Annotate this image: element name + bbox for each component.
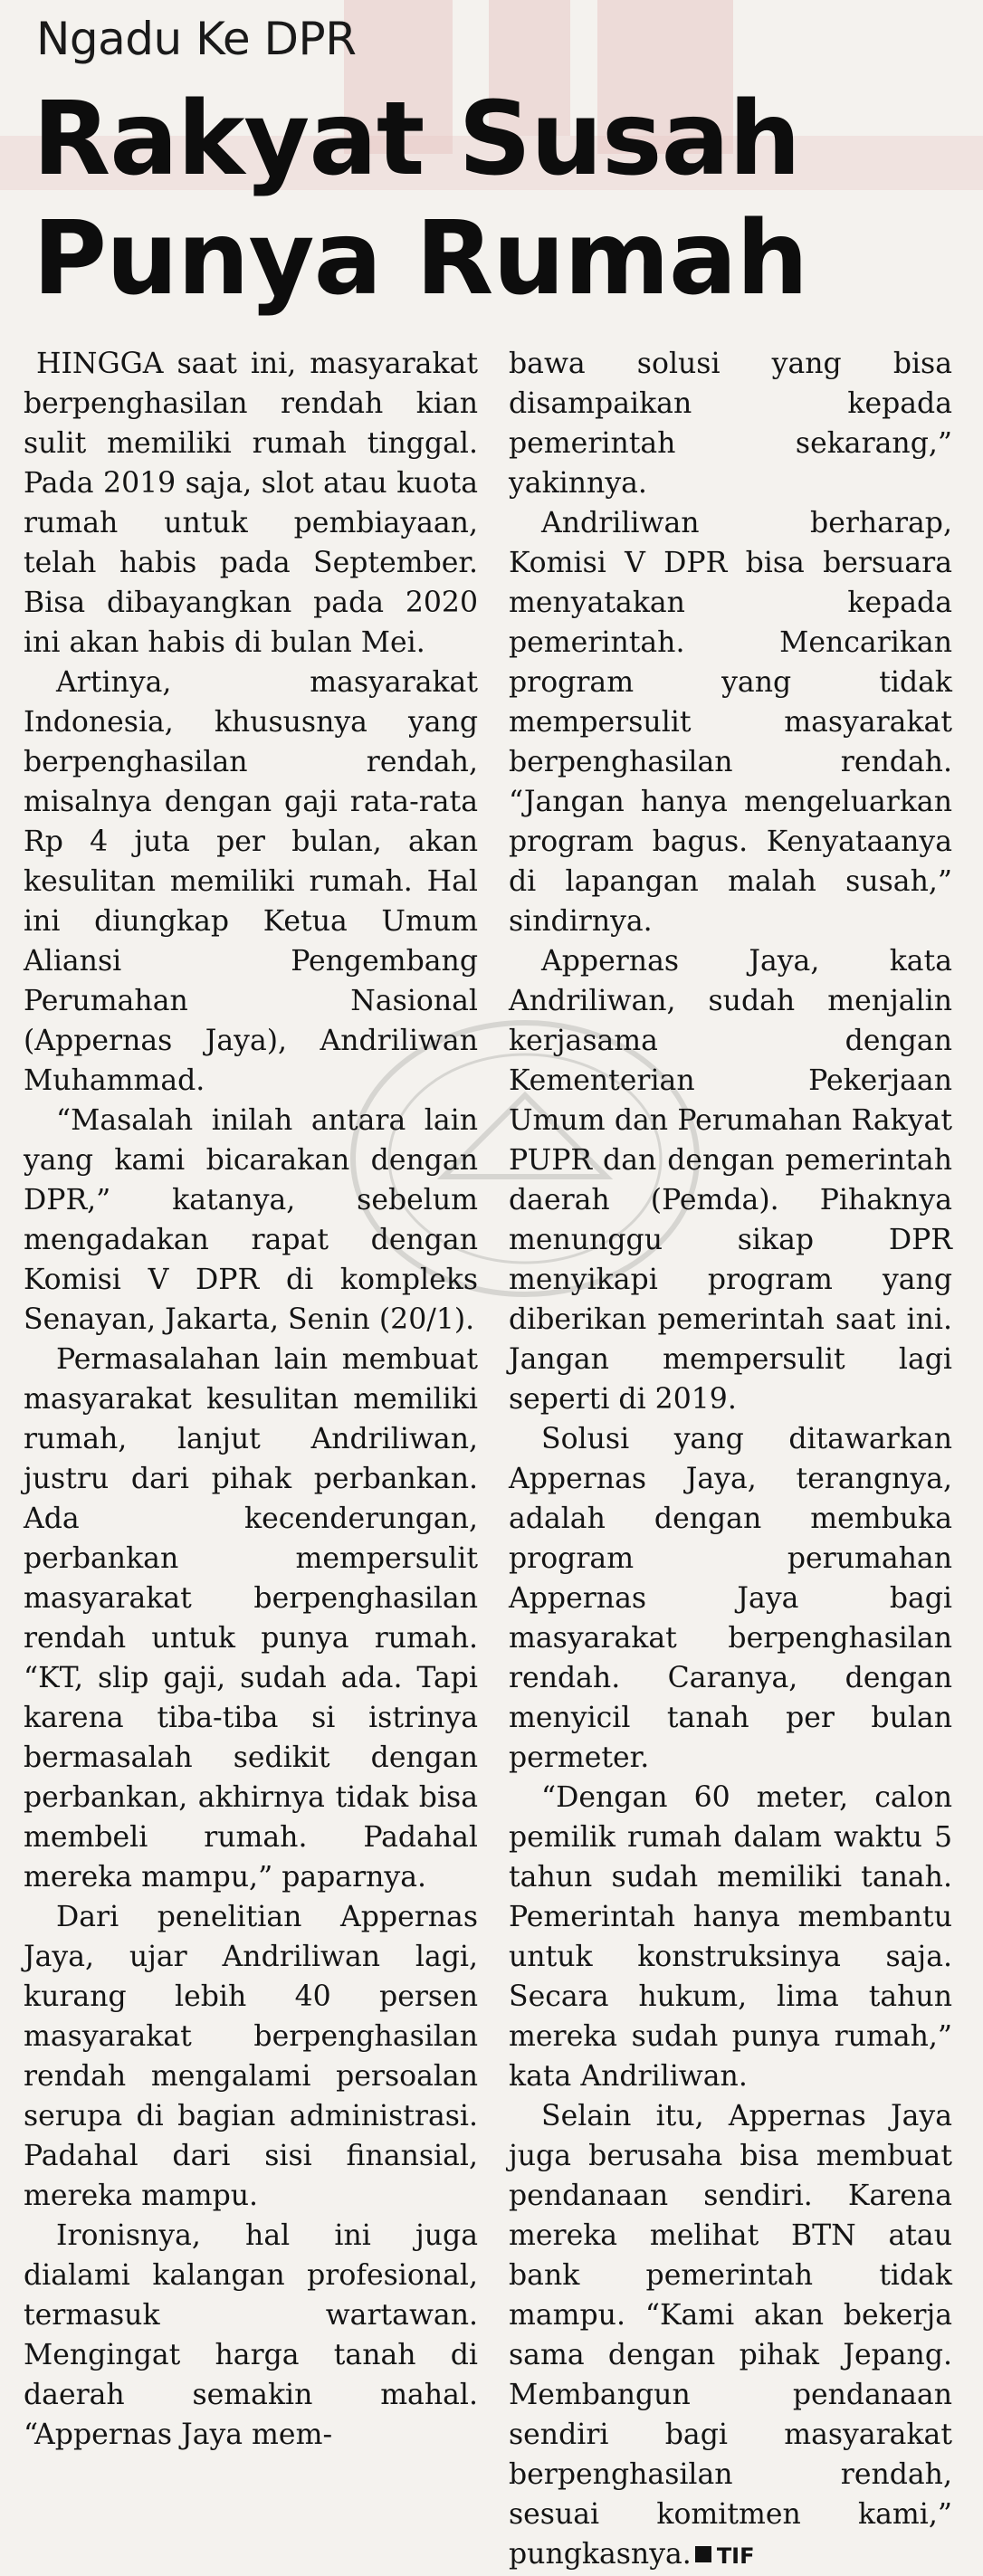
headline: [33, 80, 956, 319]
column-left: [24, 344, 478, 2455]
paragraph-text: Selain itu, Appernas Jaya juga berusaha bisa membuat pendanaan sendiri. Karena mereka melihat BTN atau bank pemerintah tidak mampu. “Kami akan bekerja sama dengan pihak Jepang. Membangun pendanaan sendiri bagi masyarakat berpenghasilan rendah, sesuai komitmen kami,” pungkasnya.: [509, 2100, 952, 2571]
paragraph: Appernas Jaya, kata Andriliwan, sudah menjalin kerjasama dengan Kementerian Pekerjaan Umum dan Perumahan Rakyat PUPR dan dengan pemerintah daerah (Pemda). Pihaknya menunggu sikap DPR menyikapi program yang diberikan pemerintah saat ini. Jangan mempersulit lagi seperti di 2019.: [509, 945, 952, 1416]
paragraph: HINGGA saat ini, masyarakat berpenghasilan rendah kian sulit memiliki rumah tinggal. Pada 2019 saja, slot atau kuota rumah untuk pembiayaan, telah habis pada September. Bisa dibayangkan pada 2020 ini akan habis di bulan Mei.: [24, 348, 478, 659]
paragraph: Andriliwan berharap, Komisi V DPR bisa bersuara menyatakan kepada pemerintah. Mencarikan program yang tidak mempersulit masyarakat berpenghasilan rendah. “Jangan hanya mengeluarkan program bagus. Kenyataanya di lapangan malah susah,” sindirnya.: [509, 507, 952, 938]
paragraph: bawa solusi yang bisa disampaikan kepada pemerintah sekarang,” yakinnya.: [509, 348, 952, 500]
paragraph: “Masalah inilah antara lain yang kami bicarakan dengan DPR,” katanya, sebelum mengadakan rapat dengan Komisi V DPR di kompleks Senayan, Jakarta, Senin (20/1).: [24, 1104, 478, 1336]
headline-line-1: Rakyat Susah: [33, 81, 800, 198]
paragraph: Permasalahan lain membuat masyarakat kesulitan memiliki rumah, lanjut Andriliwan, justru dari pihak perbankan. Ada kecenderungan, perbankan mempersulit masyarakat berpenghasilan rendah untuk punya rumah. “KT, slip gaji, sudah ada. Tapi karena tiba-tiba si istrinya bermasalah sedikit dengan perbankan, akhirnya tidak bisa membeli rumah. Padahal mereka mampu,” paparnya.: [24, 1343, 478, 1894]
headline-line-2: Punya Rumah: [33, 200, 808, 318]
end-mark-icon: [695, 2546, 711, 2562]
column-right: [509, 344, 952, 2576]
paragraph: Dari penelitian Appernas Jaya, ujar Andriliwan lagi, kurang lebih 40 persen masyarakat berpenghasilan rendah mengalami persoalan serupa di bagian administrasi. Padahal dari sisi finansial, mereka mampu.: [24, 1901, 478, 2212]
kicker: Ngadu Ke DPR: [36, 13, 357, 65]
article-body: [0, 344, 983, 2571]
paragraph: Ironisnya, hal ini juga dialami kalangan profesional, termasuk wartawan. Mengingat harga tanah di daerah semakin mahal. “Appernas Jaya mem-: [24, 2219, 478, 2451]
paragraph-last: [509, 2096, 952, 2576]
paragraph: Artinya, masyarakat Indonesia, khususnya yang berpenghasilan rendah, misalnya dengan gaji rata-rata Rp 4 juta per bulan, akan kesulitan memiliki rumah. Hal ini diungkap Ketua Umum Aliansi Pengembang Perumahan Nasional (Appernas Jaya), Andriliwan Muhammad.: [24, 666, 478, 1097]
paragraph: “Dengan 60 meter, calon pemilik rumah dalam waktu 5 tahun sudah memiliki tanah. Pemerintah hanya membantu untuk konstruksinya saja. Secara hukum, lima tahun mereka sudah punya rumah,” kata Andriliwan.: [509, 1781, 952, 2093]
author-signature: TIF: [716, 2543, 755, 2569]
paragraph: Solusi yang ditawarkan Appernas Jaya, terangnya, adalah dengan membuka program perumahan Appernas Jaya bagi masyarakat berpenghasilan rendah. Caranya, dengan menyicil tanah per bulan permeter.: [509, 1423, 952, 1774]
